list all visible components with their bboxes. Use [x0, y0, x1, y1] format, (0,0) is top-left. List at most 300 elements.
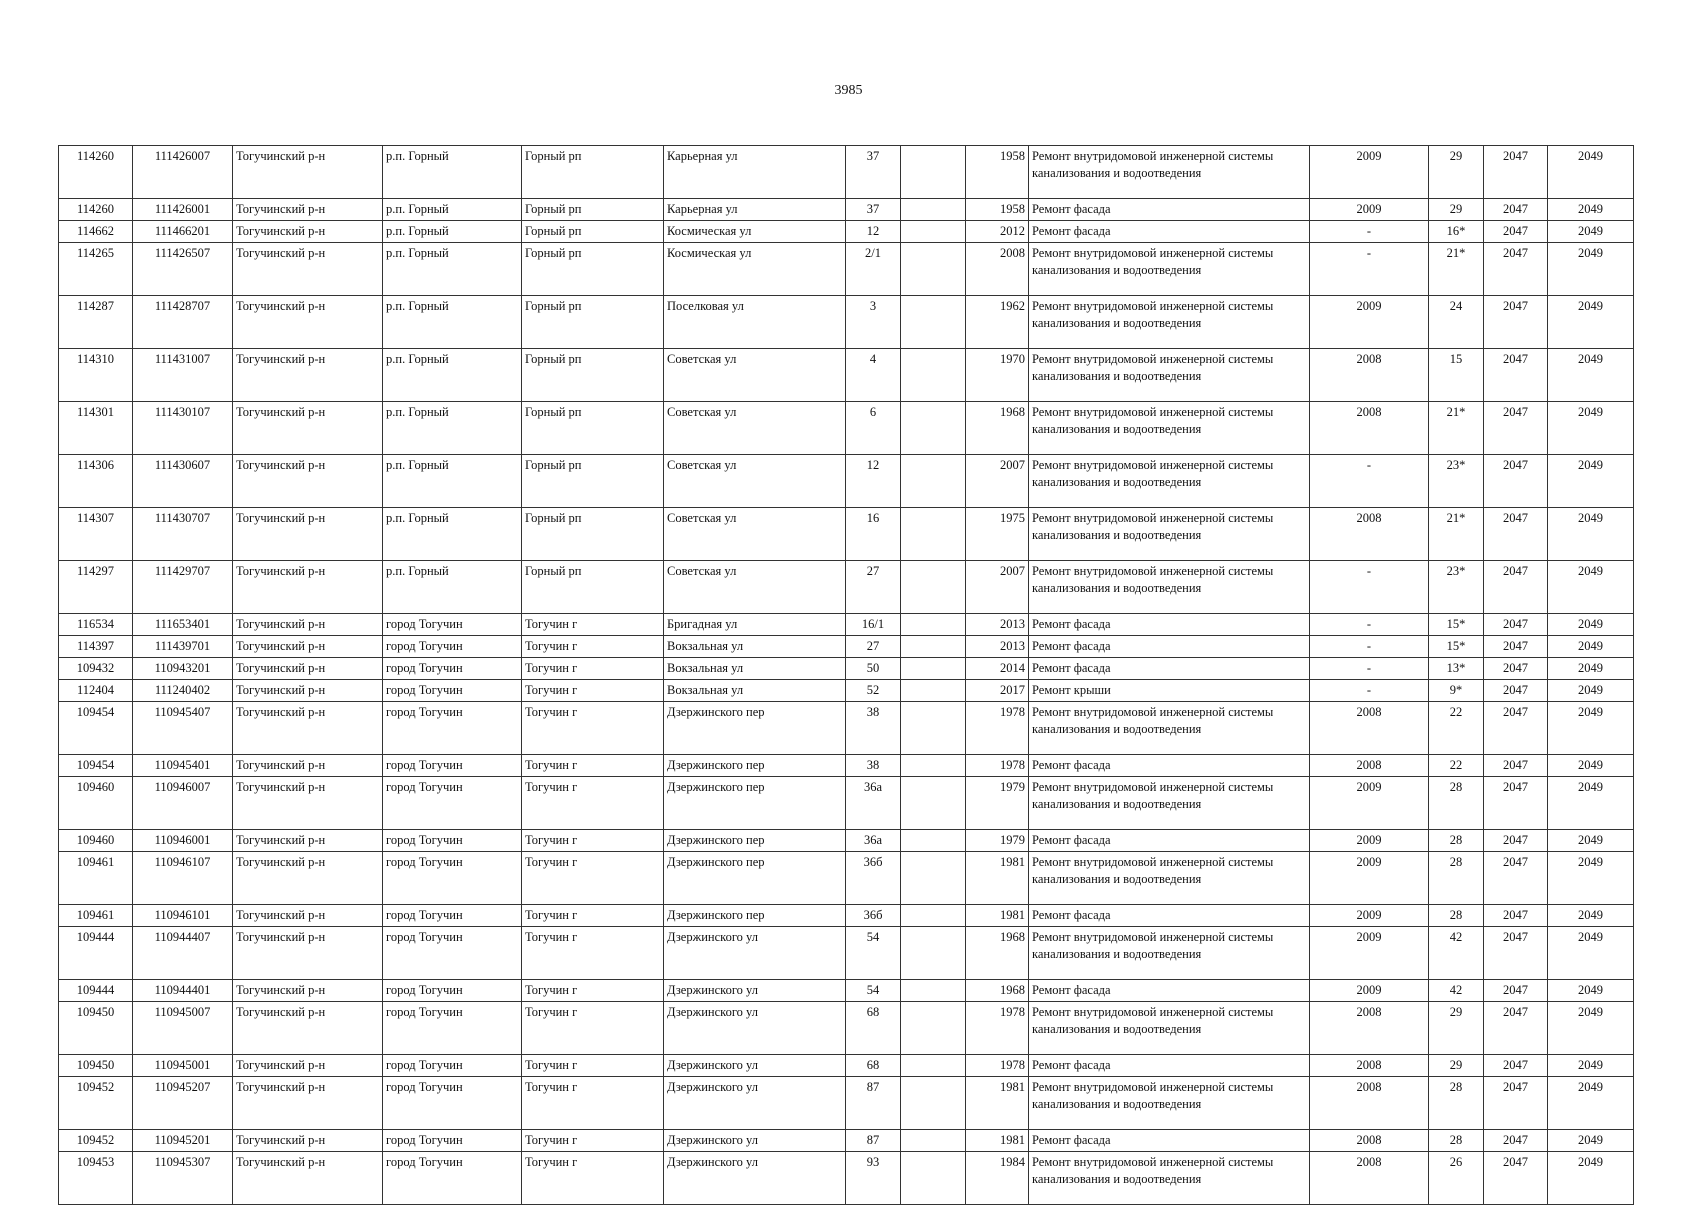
- cell-id: 114310: [59, 349, 133, 402]
- cell-plan-end: 2049: [1548, 980, 1634, 1002]
- cell-housing: [901, 702, 966, 755]
- cell-work-type: Ремонт фасада: [1029, 1055, 1310, 1077]
- cell-last-repair: 2009: [1310, 905, 1429, 927]
- cell-last-repair: -: [1310, 561, 1429, 614]
- cell-plan-end: 2049: [1548, 905, 1634, 927]
- table-row: [59, 508, 1634, 561]
- cell-code: 111430607: [133, 455, 233, 508]
- cell-wear: 29: [1429, 199, 1484, 221]
- cell-work-type: Ремонт внутридомовой инженерной системы канализования и водоотведения: [1029, 455, 1310, 508]
- cell-id: 109454: [59, 755, 133, 777]
- cell-work-type: Ремонт фасада: [1029, 755, 1310, 777]
- cell-plan-start: 2047: [1484, 1077, 1548, 1130]
- cell-wear: 21*: [1429, 508, 1484, 561]
- cell-district: Тогучинский р-н: [233, 980, 383, 1002]
- cell-street: Советская ул: [664, 402, 846, 455]
- cell-plan-start: 2047: [1484, 614, 1548, 636]
- cell-wear: 23*: [1429, 455, 1484, 508]
- cell-plan-start: 2047: [1484, 927, 1548, 980]
- cell-settlement: город Тогучин: [383, 980, 522, 1002]
- cell-district: Тогучинский р-н: [233, 658, 383, 680]
- cell-year-built: 1978: [966, 702, 1029, 755]
- cell-plan-start: 2047: [1484, 243, 1548, 296]
- cell-code: 110945007: [133, 1002, 233, 1055]
- cell-year-built: 1978: [966, 755, 1029, 777]
- table-row: [59, 614, 1634, 636]
- cell-id: 109452: [59, 1077, 133, 1130]
- cell-id: 109444: [59, 980, 133, 1002]
- cell-wear: 28: [1429, 852, 1484, 905]
- cell-year-built: 1970: [966, 349, 1029, 402]
- cell-housing: [901, 777, 966, 830]
- cell-code: 110945401: [133, 755, 233, 777]
- table-row: [59, 755, 1634, 777]
- cell-work-type: Ремонт внутридомовой инженерной системы канализования и водоотведения: [1029, 349, 1310, 402]
- cell-housing: [901, 349, 966, 402]
- cell-year-built: 1968: [966, 980, 1029, 1002]
- cell-last-repair: 2008: [1310, 349, 1429, 402]
- cell-locality: Тогучин г: [522, 680, 664, 702]
- cell-year-built: 1978: [966, 1055, 1029, 1077]
- cell-settlement: город Тогучин: [383, 777, 522, 830]
- cell-district: Тогучинский р-н: [233, 852, 383, 905]
- cell-settlement: город Тогучин: [383, 755, 522, 777]
- cell-year-built: 1981: [966, 852, 1029, 905]
- cell-plan-start: 2047: [1484, 349, 1548, 402]
- cell-code: 110944401: [133, 980, 233, 1002]
- cell-house: 16: [846, 508, 901, 561]
- cell-locality: Тогучин г: [522, 1002, 664, 1055]
- cell-district: Тогучинский р-н: [233, 199, 383, 221]
- cell-plan-end: 2049: [1548, 1130, 1634, 1152]
- cell-id: 114265: [59, 243, 133, 296]
- cell-work-type: Ремонт внутридомовой инженерной системы канализования и водоотведения: [1029, 777, 1310, 830]
- cell-work-type: Ремонт внутридомовой инженерной системы канализования и водоотведения: [1029, 402, 1310, 455]
- cell-house: 16/1: [846, 614, 901, 636]
- table-row: [59, 1152, 1634, 1205]
- cell-locality: Тогучин г: [522, 927, 664, 980]
- cell-code: 111431007: [133, 349, 233, 402]
- cell-work-type: Ремонт внутридомовой инженерной системы канализования и водоотведения: [1029, 1002, 1310, 1055]
- cell-street: Дзержинского ул: [664, 927, 846, 980]
- cell-plan-start: 2047: [1484, 1152, 1548, 1205]
- cell-street: Карьерная ул: [664, 146, 846, 199]
- cell-settlement: город Тогучин: [383, 927, 522, 980]
- cell-district: Тогучинский р-н: [233, 1055, 383, 1077]
- cell-last-repair: 2008: [1310, 1002, 1429, 1055]
- cell-year-built: 2007: [966, 455, 1029, 508]
- cell-housing: [901, 221, 966, 243]
- cell-plan-end: 2049: [1548, 927, 1634, 980]
- cell-plan-end: 2049: [1548, 296, 1634, 349]
- table-row: [59, 680, 1634, 702]
- cell-year-built: 2008: [966, 243, 1029, 296]
- cell-wear: 24: [1429, 296, 1484, 349]
- cell-locality: Горный рп: [522, 243, 664, 296]
- cell-id: 109452: [59, 1130, 133, 1152]
- cell-year-built: 1968: [966, 402, 1029, 455]
- cell-house: 68: [846, 1002, 901, 1055]
- cell-district: Тогучинский р-н: [233, 927, 383, 980]
- cell-house: 68: [846, 1055, 901, 1077]
- cell-district: Тогучинский р-н: [233, 349, 383, 402]
- cell-locality: Тогучин г: [522, 614, 664, 636]
- cell-plan-start: 2047: [1484, 455, 1548, 508]
- cell-work-type: Ремонт внутридомовой инженерной системы канализования и водоотведения: [1029, 296, 1310, 349]
- cell-year-built: 2013: [966, 614, 1029, 636]
- cell-housing: [901, 658, 966, 680]
- cell-housing: [901, 927, 966, 980]
- cell-street: Вокзальная ул: [664, 680, 846, 702]
- cell-house: 37: [846, 146, 901, 199]
- cell-locality: Горный рп: [522, 402, 664, 455]
- cell-street: Дзержинского пер: [664, 702, 846, 755]
- cell-settlement: город Тогучин: [383, 614, 522, 636]
- cell-house: 4: [846, 349, 901, 402]
- cell-settlement: р.п. Горный: [383, 296, 522, 349]
- table-row: [59, 927, 1634, 980]
- cell-plan-start: 2047: [1484, 905, 1548, 927]
- page-number: 3985: [834, 83, 863, 98]
- cell-housing: [901, 614, 966, 636]
- table-row: [59, 146, 1634, 199]
- table-row: [59, 636, 1634, 658]
- cell-plan-end: 2049: [1548, 636, 1634, 658]
- cell-code: 111428707: [133, 296, 233, 349]
- cell-year-built: 1978: [966, 1002, 1029, 1055]
- cell-code: 111426507: [133, 243, 233, 296]
- cell-last-repair: 2009: [1310, 777, 1429, 830]
- cell-id: 114397: [59, 636, 133, 658]
- cell-work-type: Ремонт фасада: [1029, 905, 1310, 927]
- cell-id: 109460: [59, 777, 133, 830]
- cell-locality: Тогучин г: [522, 1130, 664, 1152]
- cell-last-repair: 2009: [1310, 830, 1429, 852]
- cell-locality: Тогучин г: [522, 1055, 664, 1077]
- cell-housing: [901, 508, 966, 561]
- cell-wear: 28: [1429, 1130, 1484, 1152]
- cell-code: 111430107: [133, 402, 233, 455]
- cell-settlement: р.п. Горный: [383, 402, 522, 455]
- cell-street: Дзержинского ул: [664, 1152, 846, 1205]
- cell-settlement: р.п. Горный: [383, 349, 522, 402]
- cell-street: Советская ул: [664, 508, 846, 561]
- cell-work-type: Ремонт внутридомовой инженерной системы канализования и водоотведения: [1029, 927, 1310, 980]
- cell-house: 36а: [846, 830, 901, 852]
- cell-wear: 21*: [1429, 243, 1484, 296]
- cell-housing: [901, 980, 966, 1002]
- cell-locality: Горный рп: [522, 199, 664, 221]
- cell-street: Дзержинского ул: [664, 1130, 846, 1152]
- cell-housing: [901, 296, 966, 349]
- cell-last-repair: 2008: [1310, 1055, 1429, 1077]
- cell-housing: [901, 1130, 966, 1152]
- cell-plan-start: 2047: [1484, 296, 1548, 349]
- cell-street: Вокзальная ул: [664, 636, 846, 658]
- cell-district: Тогучинский р-н: [233, 402, 383, 455]
- cell-district: Тогучинский р-н: [233, 221, 383, 243]
- cell-last-repair: 2008: [1310, 1130, 1429, 1152]
- cell-settlement: р.п. Горный: [383, 146, 522, 199]
- cell-plan-end: 2049: [1548, 777, 1634, 830]
- cell-district: Тогучинский р-н: [233, 1077, 383, 1130]
- cell-year-built: 1979: [966, 777, 1029, 830]
- cell-plan-end: 2049: [1548, 243, 1634, 296]
- cell-code: 110946107: [133, 852, 233, 905]
- cell-house: 36б: [846, 905, 901, 927]
- cell-id: 116534: [59, 614, 133, 636]
- cell-last-repair: 2008: [1310, 702, 1429, 755]
- cell-house: 3: [846, 296, 901, 349]
- cell-house: 38: [846, 755, 901, 777]
- cell-house: 36а: [846, 777, 901, 830]
- cell-plan-start: 2047: [1484, 830, 1548, 852]
- cell-last-repair: -: [1310, 243, 1429, 296]
- cell-work-type: Ремонт внутридомовой инженерной системы канализования и водоотведения: [1029, 243, 1310, 296]
- cell-plan-start: 2047: [1484, 1130, 1548, 1152]
- cell-year-built: 1958: [966, 146, 1029, 199]
- cell-id: 114297: [59, 561, 133, 614]
- cell-street: Карьерная ул: [664, 199, 846, 221]
- cell-plan-end: 2049: [1548, 349, 1634, 402]
- cell-plan-end: 2049: [1548, 1152, 1634, 1205]
- cell-wear: 15*: [1429, 636, 1484, 658]
- cell-locality: Тогучин г: [522, 1077, 664, 1130]
- table-row: [59, 702, 1634, 755]
- cell-locality: Тогучин г: [522, 852, 664, 905]
- cell-housing: [901, 905, 966, 927]
- cell-street: Дзержинского пер: [664, 852, 846, 905]
- cell-id: 109454: [59, 702, 133, 755]
- cell-work-type: Ремонт крыши: [1029, 680, 1310, 702]
- cell-plan-end: 2049: [1548, 455, 1634, 508]
- cell-work-type: Ремонт внутридомовой инженерной системы канализования и водоотведения: [1029, 146, 1310, 199]
- cell-housing: [901, 680, 966, 702]
- cell-housing: [901, 402, 966, 455]
- cell-year-built: 2012: [966, 221, 1029, 243]
- cell-street: Космическая ул: [664, 243, 846, 296]
- cell-year-built: 1981: [966, 1077, 1029, 1130]
- cell-district: Тогучинский р-н: [233, 243, 383, 296]
- cell-locality: Горный рп: [522, 296, 664, 349]
- cell-plan-start: 2047: [1484, 680, 1548, 702]
- cell-id: 114662: [59, 221, 133, 243]
- table-row: [59, 243, 1634, 296]
- cell-district: Тогучинский р-н: [233, 777, 383, 830]
- cell-locality: Горный рп: [522, 508, 664, 561]
- cell-year-built: 1975: [966, 508, 1029, 561]
- cell-district: Тогучинский р-н: [233, 146, 383, 199]
- cell-id: 109461: [59, 905, 133, 927]
- table-row: [59, 455, 1634, 508]
- cell-wear: 28: [1429, 830, 1484, 852]
- table-row: [59, 296, 1634, 349]
- cell-house: 6: [846, 402, 901, 455]
- cell-housing: [901, 852, 966, 905]
- table-row: [59, 402, 1634, 455]
- cell-plan-start: 2047: [1484, 980, 1548, 1002]
- cell-code: 111653401: [133, 614, 233, 636]
- cell-id: 112404: [59, 680, 133, 702]
- cell-housing: [901, 755, 966, 777]
- cell-plan-end: 2049: [1548, 1055, 1634, 1077]
- cell-last-repair: 2008: [1310, 402, 1429, 455]
- cell-work-type: Ремонт фасада: [1029, 1130, 1310, 1152]
- cell-id: 109432: [59, 658, 133, 680]
- cell-locality: Тогучин г: [522, 830, 664, 852]
- cell-housing: [901, 636, 966, 658]
- cell-locality: Горный рп: [522, 455, 664, 508]
- cell-plan-start: 2047: [1484, 702, 1548, 755]
- cell-work-type: Ремонт внутридомовой инженерной системы канализования и водоотведения: [1029, 1077, 1310, 1130]
- cell-last-repair: 2008: [1310, 1152, 1429, 1205]
- cell-settlement: город Тогучин: [383, 1077, 522, 1130]
- cell-plan-end: 2049: [1548, 561, 1634, 614]
- cell-district: Тогучинский р-н: [233, 830, 383, 852]
- cell-wear: 23*: [1429, 561, 1484, 614]
- registry-table: [58, 145, 1634, 1205]
- cell-last-repair: 2009: [1310, 296, 1429, 349]
- table-row: [59, 852, 1634, 905]
- cell-plan-start: 2047: [1484, 146, 1548, 199]
- cell-last-repair: 2008: [1310, 1077, 1429, 1130]
- cell-plan-end: 2049: [1548, 1077, 1634, 1130]
- cell-locality: Горный рп: [522, 561, 664, 614]
- cell-plan-start: 2047: [1484, 755, 1548, 777]
- cell-house: 27: [846, 636, 901, 658]
- cell-id: 114260: [59, 199, 133, 221]
- cell-housing: [901, 146, 966, 199]
- cell-house: 87: [846, 1077, 901, 1130]
- cell-street: Советская ул: [664, 455, 846, 508]
- cell-work-type: Ремонт внутридомовой инженерной системы канализования и водоотведения: [1029, 702, 1310, 755]
- cell-settlement: р.п. Горный: [383, 455, 522, 508]
- cell-last-repair: -: [1310, 221, 1429, 243]
- cell-id: 114301: [59, 402, 133, 455]
- cell-code: 110943201: [133, 658, 233, 680]
- cell-work-type: Ремонт фасада: [1029, 221, 1310, 243]
- cell-code: 110946007: [133, 777, 233, 830]
- cell-code: 111466201: [133, 221, 233, 243]
- cell-locality: Тогучин г: [522, 777, 664, 830]
- cell-settlement: город Тогучин: [383, 830, 522, 852]
- cell-housing: [901, 1002, 966, 1055]
- cell-code: 111429707: [133, 561, 233, 614]
- cell-house: 36б: [846, 852, 901, 905]
- cell-housing: [901, 243, 966, 296]
- cell-district: Тогучинский р-н: [233, 296, 383, 349]
- cell-code: 111430707: [133, 508, 233, 561]
- cell-settlement: город Тогучин: [383, 680, 522, 702]
- cell-work-type: Ремонт фасада: [1029, 980, 1310, 1002]
- cell-house: 50: [846, 658, 901, 680]
- cell-wear: 28: [1429, 905, 1484, 927]
- cell-plan-start: 2047: [1484, 508, 1548, 561]
- cell-house: 12: [846, 455, 901, 508]
- cell-house: 93: [846, 1152, 901, 1205]
- cell-last-repair: 2009: [1310, 146, 1429, 199]
- cell-wear: 13*: [1429, 658, 1484, 680]
- cell-house: 52: [846, 680, 901, 702]
- cell-code: 110946001: [133, 830, 233, 852]
- cell-work-type: Ремонт фасада: [1029, 636, 1310, 658]
- cell-year-built: 1958: [966, 199, 1029, 221]
- cell-settlement: город Тогучин: [383, 905, 522, 927]
- cell-wear: 21*: [1429, 402, 1484, 455]
- cell-plan-start: 2047: [1484, 561, 1548, 614]
- cell-house: 54: [846, 980, 901, 1002]
- cell-settlement: р.п. Горный: [383, 508, 522, 561]
- cell-district: Тогучинский р-н: [233, 905, 383, 927]
- cell-house: 37: [846, 199, 901, 221]
- cell-house: 54: [846, 927, 901, 980]
- cell-locality: Тогучин г: [522, 1152, 664, 1205]
- cell-year-built: 1984: [966, 1152, 1029, 1205]
- cell-plan-end: 2049: [1548, 1002, 1634, 1055]
- cell-wear: 16*: [1429, 221, 1484, 243]
- cell-wear: 29: [1429, 1002, 1484, 1055]
- cell-plan-end: 2049: [1548, 508, 1634, 561]
- cell-street: Дзержинского пер: [664, 755, 846, 777]
- cell-last-repair: 2009: [1310, 199, 1429, 221]
- cell-work-type: Ремонт фасада: [1029, 658, 1310, 680]
- cell-year-built: 2007: [966, 561, 1029, 614]
- cell-settlement: р.п. Горный: [383, 221, 522, 243]
- cell-code: 110945001: [133, 1055, 233, 1077]
- table-body: [59, 146, 1634, 1205]
- cell-settlement: р.п. Горный: [383, 243, 522, 296]
- cell-plan-end: 2049: [1548, 614, 1634, 636]
- cell-street: Дзержинского ул: [664, 980, 846, 1002]
- cell-plan-start: 2047: [1484, 221, 1548, 243]
- cell-wear: 29: [1429, 146, 1484, 199]
- cell-street: Дзержинского пер: [664, 777, 846, 830]
- cell-year-built: 1962: [966, 296, 1029, 349]
- cell-street: Вокзальная ул: [664, 658, 846, 680]
- cell-street: Поселковая ул: [664, 296, 846, 349]
- table-row: [59, 1055, 1634, 1077]
- cell-housing: [901, 830, 966, 852]
- cell-year-built: 1981: [966, 905, 1029, 927]
- cell-street: Дзержинского ул: [664, 1055, 846, 1077]
- cell-code: 110944407: [133, 927, 233, 980]
- cell-district: Тогучинский р-н: [233, 1152, 383, 1205]
- table-row: [59, 349, 1634, 402]
- cell-plan-start: 2047: [1484, 636, 1548, 658]
- cell-work-type: Ремонт фасада: [1029, 830, 1310, 852]
- cell-code: 111439701: [133, 636, 233, 658]
- cell-work-type: Ремонт внутридомовой инженерной системы канализования и водоотведения: [1029, 1152, 1310, 1205]
- cell-last-repair: 2009: [1310, 980, 1429, 1002]
- cell-last-repair: 2009: [1310, 852, 1429, 905]
- table-row: [59, 980, 1634, 1002]
- cell-plan-end: 2049: [1548, 830, 1634, 852]
- cell-plan-start: 2047: [1484, 402, 1548, 455]
- cell-id: 114287: [59, 296, 133, 349]
- cell-last-repair: -: [1310, 614, 1429, 636]
- cell-last-repair: -: [1310, 455, 1429, 508]
- cell-district: Тогучинский р-н: [233, 508, 383, 561]
- cell-last-repair: -: [1310, 636, 1429, 658]
- cell-code: 110946101: [133, 905, 233, 927]
- cell-street: Дзержинского пер: [664, 905, 846, 927]
- cell-street: Дзержинского ул: [664, 1002, 846, 1055]
- cell-id: 109444: [59, 927, 133, 980]
- cell-id: 109461: [59, 852, 133, 905]
- cell-settlement: р.п. Горный: [383, 561, 522, 614]
- cell-year-built: 1981: [966, 1130, 1029, 1152]
- cell-code: 110945207: [133, 1077, 233, 1130]
